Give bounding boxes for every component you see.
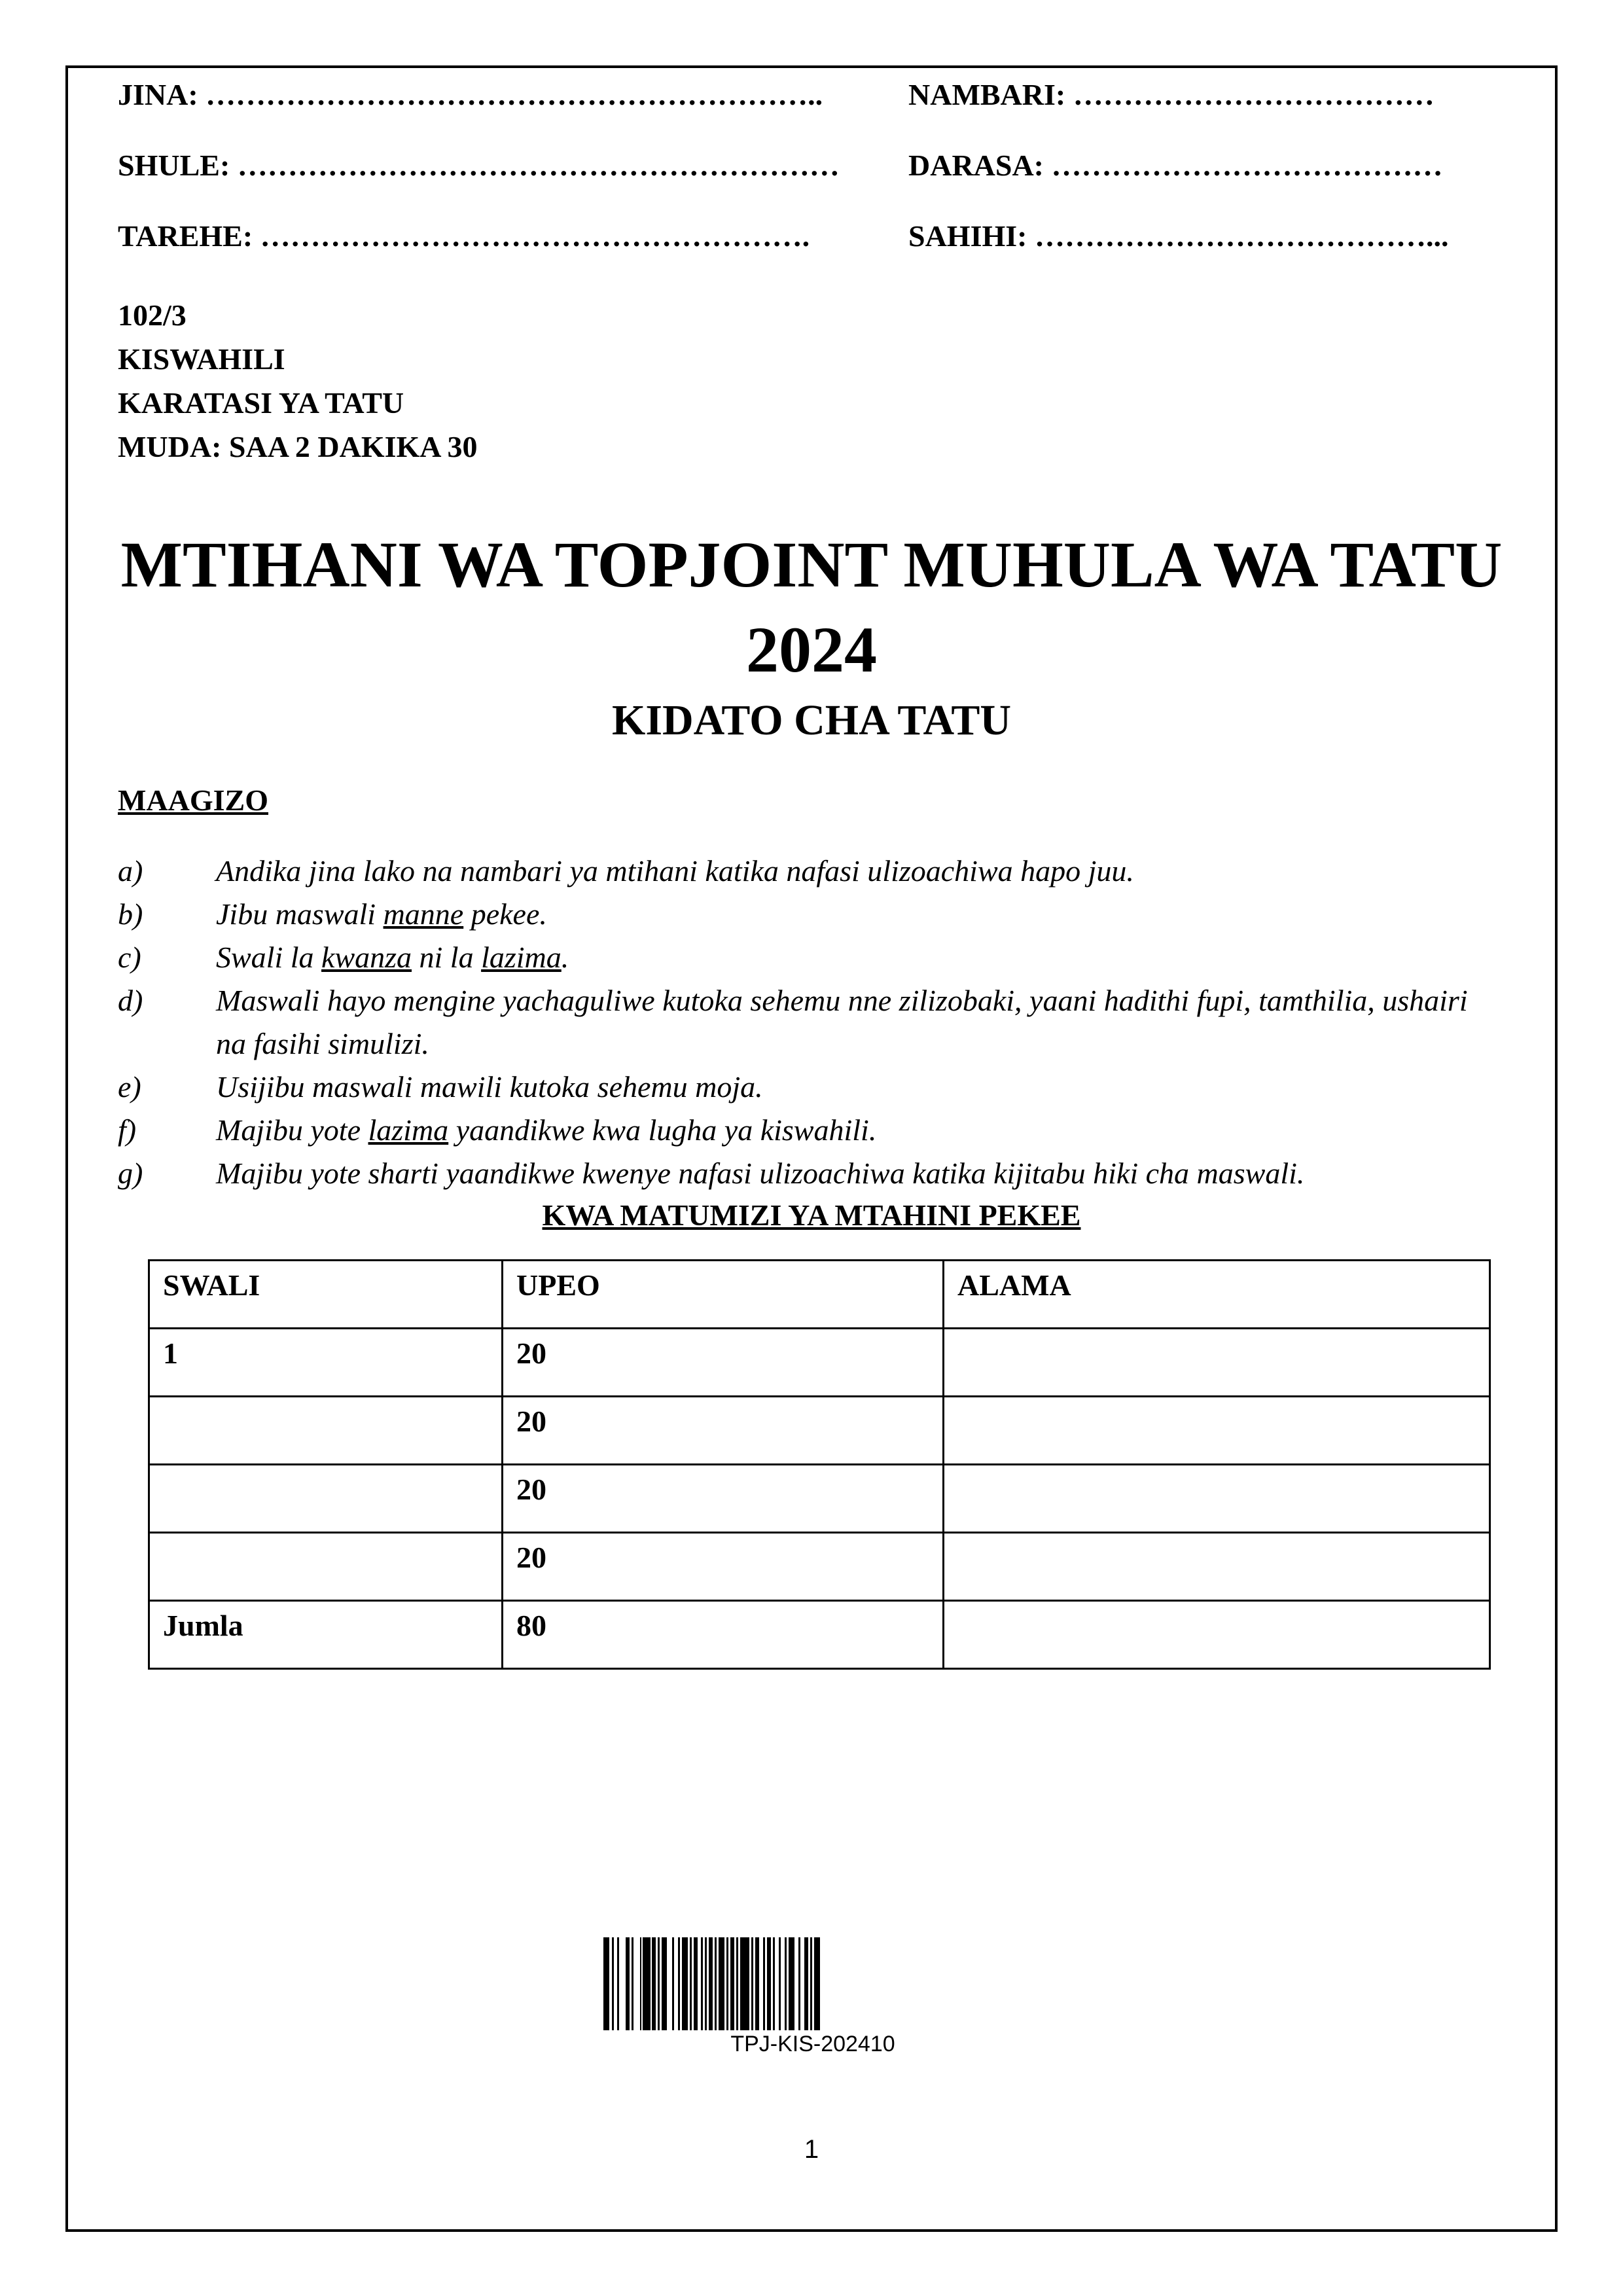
instruction-text: Maswali hayo mengine yachaguliwe kutoka sehemu nne zilizobaki, yaani hadithi fupi, tamthilia, ushairi na fasihi simulizi. xyxy=(216,984,1468,1060)
max-marks-cell: 20 xyxy=(503,1533,944,1601)
underlined-word: lazima xyxy=(481,941,562,974)
instruction-item xyxy=(118,893,1505,936)
instruction-letter: d) xyxy=(118,984,143,1017)
table-row xyxy=(149,1397,1490,1465)
total-score-cell[interactable] xyxy=(944,1601,1490,1669)
class-dots: ………………………………… xyxy=(1051,149,1443,182)
instruction-item xyxy=(118,979,1505,1066)
instruction-text: Majibu yote lazima yaandikwe kwa lugha ya kiswahili. xyxy=(216,1113,877,1147)
school-label: SHULE: xyxy=(118,149,230,182)
column-header: ALAMA xyxy=(944,1261,1490,1329)
underlined-word: kwanza xyxy=(321,941,412,974)
question-cell: 1 xyxy=(149,1329,503,1397)
name-label: JINA: xyxy=(118,78,198,111)
question-cell[interactable] xyxy=(149,1397,503,1465)
column-header: SWALI xyxy=(149,1261,503,1329)
table-total-row xyxy=(149,1601,1490,1669)
question-cell[interactable] xyxy=(149,1465,503,1533)
number-dots: ……………………………… xyxy=(1073,78,1435,111)
exam-year: 2024 xyxy=(746,613,877,686)
max-marks-cell: 20 xyxy=(503,1465,944,1533)
barcode-icon xyxy=(603,1937,1022,2030)
underlined-word: manne xyxy=(383,897,464,931)
form-level: KIDATO CHA TATU xyxy=(611,696,1012,744)
class-field[interactable] xyxy=(908,148,1443,183)
max-marks-cell: 20 xyxy=(503,1397,944,1465)
instruction-letter: e) xyxy=(118,1070,141,1103)
signature-field[interactable] xyxy=(908,219,1448,253)
instructions-list xyxy=(118,850,1505,1195)
paper-code: 102/3 xyxy=(118,298,187,332)
instruction-text: Andika jina lako na nambari ya mtihani katika nafasi ulizoachiwa hapo juu. xyxy=(216,854,1134,888)
instruction-letter: g) xyxy=(118,1157,143,1190)
instruction-item xyxy=(118,1152,1505,1195)
paper-number: KARATASI YA TATU xyxy=(118,386,404,420)
instruction-item xyxy=(118,850,1505,893)
total-max-cell: 80 xyxy=(503,1601,944,1669)
instruction-letter: c) xyxy=(118,941,141,974)
exam-title: MTIHANI WA TOPJOINT MUHULA WA TATU xyxy=(120,528,1503,601)
table-row xyxy=(149,1533,1490,1601)
instruction-text: Majibu yote sharti yaandikwe kwenye nafasi ulizoachiwa katika kijitabu hiki cha maswali. xyxy=(216,1157,1305,1190)
instruction-item xyxy=(118,936,1505,979)
paper-meta xyxy=(118,293,477,469)
paper-subject: KISWAHILI xyxy=(118,342,285,376)
barcode xyxy=(603,1937,1022,2068)
paper-duration: MUDA: SAA 2 DAKIKA 30 xyxy=(118,430,478,463)
number-label: NAMBARI: xyxy=(908,78,1066,111)
page-number: 1 xyxy=(804,2135,819,2164)
instruction-letter: a) xyxy=(118,854,143,888)
signature-dots: …………………………………... xyxy=(1034,219,1449,253)
instruction-item xyxy=(118,1066,1505,1109)
score-cell[interactable] xyxy=(944,1533,1490,1601)
score-cell[interactable] xyxy=(944,1397,1490,1465)
instruction-letter: b) xyxy=(118,897,143,931)
underlined-word: lazima xyxy=(368,1113,449,1147)
total-label-cell: Jumla xyxy=(149,1601,503,1669)
instruction-letter: f) xyxy=(118,1113,137,1147)
instruction-text: Jibu maswali manne pekee. xyxy=(216,897,547,931)
instruction-item xyxy=(118,1109,1505,1152)
table-header-row xyxy=(149,1261,1490,1329)
class-label: DARASA: xyxy=(908,149,1044,182)
school-dots: …………………………………………………… xyxy=(237,149,840,182)
table-row xyxy=(149,1329,1490,1397)
column-header: UPEO xyxy=(503,1261,944,1329)
barcode-text: TPJ-KIS-202410 xyxy=(730,2032,895,2056)
table-row xyxy=(149,1465,1490,1533)
question-cell[interactable] xyxy=(149,1533,503,1601)
school-field[interactable] xyxy=(118,148,840,183)
instruction-text: Usijibu maswali mawili kutoka sehemu moja. xyxy=(216,1070,763,1103)
date-label: TAREHE: xyxy=(118,219,253,253)
instructions-heading: MAAGIZO xyxy=(118,783,268,817)
date-field[interactable] xyxy=(118,219,810,253)
score-cell[interactable] xyxy=(944,1329,1490,1397)
name-field[interactable] xyxy=(118,77,823,112)
signature-label: SAHIHI: xyxy=(908,219,1027,253)
instruction-text: Swali la kwanza ni la lazima. xyxy=(216,941,569,974)
score-cell[interactable] xyxy=(944,1465,1490,1533)
max-marks-cell: 20 xyxy=(503,1329,944,1397)
date-dots: ………………………………………………. xyxy=(260,219,810,253)
examiner-use-heading: KWA MATUMIZI YA MTAHINI PEKEE xyxy=(542,1198,1081,1232)
number-field[interactable] xyxy=(908,77,1435,112)
score-table xyxy=(148,1259,1491,1670)
name-dots: …………………………………………………….. xyxy=(205,78,823,111)
